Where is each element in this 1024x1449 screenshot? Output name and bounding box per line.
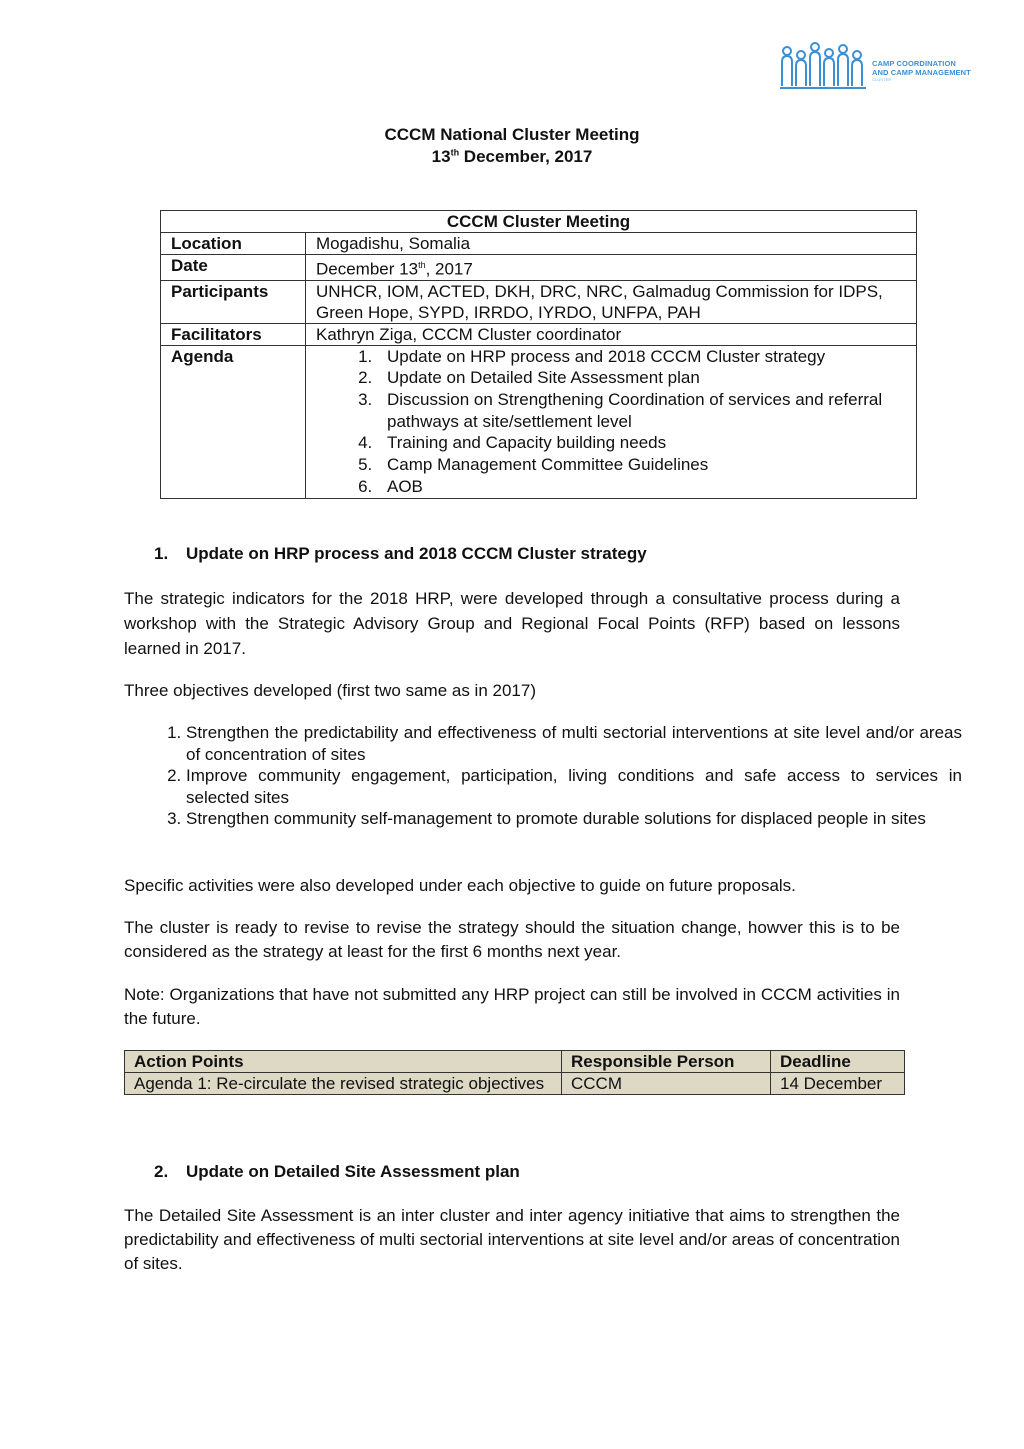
facilitators-value: Kathryn Ziga, CCCM Cluster coordinator — [306, 323, 917, 345]
document-title: CCCM National Cluster Meeting — [384, 125, 640, 144]
location-label: Location — [161, 233, 306, 255]
action-points-header: Action Points — [125, 1051, 562, 1073]
participants-value: UNHCR, IOM, ACTED, DKH, DRC, NRC, Galmadug Commission for IDPS, Green Hope, SYPD, IRRDO, IYRDO, UNFPA, PAH — [306, 280, 917, 323]
participants-label: Participants — [161, 280, 306, 323]
cccm-logo — [778, 42, 974, 92]
objective-item: 3. Strengthen community self-management to promote durable solutions for displaced people in sites — [186, 808, 962, 830]
section-1-paragraph-2: Three objectives developed (first two same as in 2017) — [124, 681, 536, 700]
section-1-heading — [154, 544, 647, 564]
responsible-person-cell: CCCM — [562, 1073, 771, 1095]
table-row — [161, 323, 917, 345]
objectives-list — [124, 722, 962, 830]
title-month-year: December, 2017 — [459, 147, 593, 166]
table-row — [161, 255, 917, 281]
section-1-paragraph-4: The cluster is ready to revise to revise the strategy should the situation change, howver this is to be considered as the strategy at least for the first 6 months next year. — [124, 918, 900, 961]
agenda-label: Agenda — [161, 345, 306, 498]
section-1-number: 1. — [154, 544, 169, 563]
section-2-heading — [154, 1162, 520, 1182]
facilitators-label: Facilitators — [161, 323, 306, 345]
people-silhouettes-icon — [778, 42, 870, 92]
table-row — [161, 280, 917, 323]
agenda-item: 3. Discussion on Strengthening Coordination of services and referral pathways at site/settlement level — [377, 389, 906, 432]
section-1-paragraph-1: The strategic indicators for the 2018 HRP, were developed through a consultative process during a workshop with the Strategic Advisory Group and Regional Focal Points (RFP) based on lessons learned in 2017. — [124, 589, 900, 658]
action-point-cell: Agenda 1: Re-circulate the revised strategic objectives — [125, 1073, 562, 1095]
agenda-item: 2. Update on Detailed Site Assessment plan — [377, 367, 906, 389]
date-value-year: , 2017 — [425, 259, 473, 279]
objective-item: 2. Improve community engagement, participation, living conditions and safe access to services in selected sites — [186, 765, 962, 808]
logo-line-1: CAMP COORDINATION — [872, 59, 956, 68]
title-day-suffix: th — [450, 147, 460, 158]
section-1-paragraph-5: Note: Organizations that have not submitted any HRP project can still be involved in CCCM activities in the future. — [124, 985, 900, 1028]
table-row — [161, 211, 917, 233]
section-1-paragraph-3: Specific activities were also developed under each objective to guide on future proposals. — [124, 876, 796, 895]
agenda-item: 5. Camp Management Committee Guidelines — [377, 454, 906, 476]
meeting-info-table — [160, 210, 917, 499]
logo-line-3: CLUSTER — [872, 77, 892, 82]
deadline-header: Deadline — [771, 1051, 905, 1073]
meeting-table-header: CCCM Cluster Meeting — [161, 211, 917, 233]
agenda-value — [306, 345, 917, 498]
logo-wordmark — [872, 59, 971, 83]
table-header-row — [125, 1051, 905, 1073]
table-row — [161, 345, 917, 498]
deadline-cell: 14 December — [771, 1073, 905, 1095]
date-value — [306, 255, 917, 281]
section-1-title: Update on HRP process and 2018 CCCM Cluster strategy — [186, 544, 647, 563]
action-points-table — [124, 1050, 905, 1095]
section-2-title: Update on Detailed Site Assessment plan — [186, 1162, 520, 1181]
location-value: Mogadishu, Somalia — [306, 233, 917, 255]
agenda-list — [316, 346, 906, 498]
date-value-main: December 13 — [316, 259, 419, 279]
document-date — [0, 147, 1024, 167]
title-day: 13 — [431, 147, 451, 166]
agenda-item: 1. Update on HRP process and 2018 CCCM Cluster strategy — [377, 346, 906, 368]
table-row — [125, 1073, 905, 1095]
table-row — [161, 233, 917, 255]
agenda-item: 4. Training and Capacity building needs — [377, 432, 906, 454]
section-2-paragraph-1: The Detailed Site Assessment is an inter cluster and inter agency initiative that aims to strengthen the predictability and effectiveness of multi sectorial interventions at site level and/or areas of concentration of sites. — [124, 1206, 900, 1273]
section-2-number: 2. — [154, 1162, 169, 1181]
logo-line-2: AND CAMP MANAGEMENT — [872, 68, 971, 77]
objective-item: 1. Strengthen the predictability and effectiveness of multi sectorial interventions at site level and/or areas of concentration of sites — [186, 722, 962, 765]
agenda-item: 6. AOB — [377, 476, 906, 498]
date-value-suffix: th — [418, 260, 426, 270]
date-label: Date — [161, 255, 306, 281]
responsible-person-header: Responsible Person — [562, 1051, 771, 1073]
